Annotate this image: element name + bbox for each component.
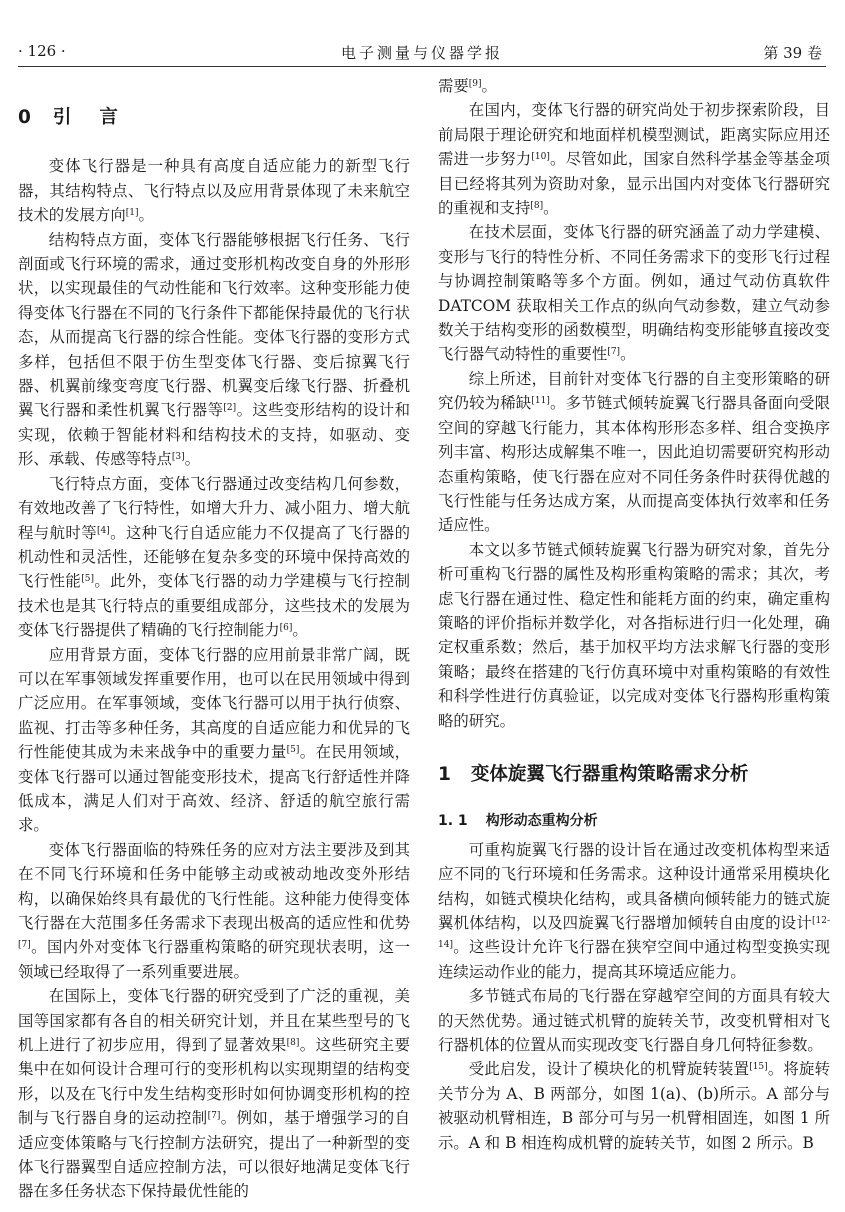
paragraph-text: 综上所述，目前针对变体飞行器的自主变形策略的研究仍较为稀缺 (438, 369, 830, 413)
body-paragraph (438, 220, 830, 366)
paragraph-text: 。这些设计允许飞行器在狭窄空间中通过构型变换实现连续运动作业的能力，提高其环境适应能力。 (438, 938, 830, 981)
paragraph-text: 应用背景方面，变体飞行器的应用前景非常广阔，既可以在军事领域发挥重要作用，也可以在民用领域中得到广泛应用。在军事领域，变体飞行器可以用于执行侦察、监视、打击等多种任务，其高度的自适应能力和优异的飞行性能使其成为未来战争中的重要力量 (18, 645, 410, 762)
citation-ref: [8] (286, 1038, 300, 1049)
paragraph-text: 。这些变形结构的设计和实现，依赖于智能材料和结构技术的支持，如驱动、变形、承载、传感等特点 (18, 401, 410, 469)
citation-ref: [10] (531, 152, 550, 163)
citation-ref: [5] (286, 745, 300, 756)
citation-ref: [2] (223, 403, 237, 414)
paragraph-text: 。将旋转关节分为 A、B 两部分，如图 1(a)、(b)所示。A 部分与被驱动机臂相连，B 部分可与另一机臂相固连，如图 1 所示。A 和 B 相连构成机臂的旋转关节，如图 2 所示。B (438, 1060, 830, 1152)
paragraph-text: 需要 (438, 77, 469, 95)
section-heading-intro (18, 106, 410, 130)
paragraph-text: 。 (543, 199, 559, 218)
citation-ref: [12-14] (438, 916, 830, 951)
section-number: 1 (438, 763, 451, 785)
paragraph-text: 变体飞行器面临的特殊任务的应对方法主要涉及到其在不同飞行环境和任务中能够主动或被动地改变外形结构，以确保始终具有最优的飞行性能。这种能力使得变体飞行器在大范围多任务需求下表现出极高的适应性和优势 (18, 840, 410, 932)
subsection-number: 1. 1 (438, 813, 468, 830)
citation-ref: [6] (279, 623, 293, 634)
left-column (18, 74, 410, 1204)
citation-ref: [1] (125, 208, 139, 219)
page-number: · 126 · (18, 42, 66, 60)
subsection-title: 构形动态重构分析 (485, 813, 598, 830)
body-paragraph (18, 228, 410, 472)
paragraph-text: 。 (481, 77, 497, 95)
paragraph-text: 变体飞行器是一种具有高度自适应能力的新型飞行器，其结构特点、飞行特点以及应用背景体现了未来航空技术的发展方向 (18, 157, 410, 225)
right-column (438, 74, 830, 1155)
section-number: 0 (18, 107, 31, 128)
paragraph-text: 在技术层面，变体飞行器的研究涵盖了动力学建模、变形与飞行的特性分析、不同任务需求下的变形飞行过程与协调控制策略等多个方面。例如，通过气动仿真软件 DATCOM 获取相关工作点的纵向气动参数，建立气动参数关于结构变形的函数模型，明确结构变形能够直接改变飞行器气动特性的重要性 (438, 223, 830, 364)
paragraph-text: 。这种飞行自适应能力不仅提高了飞行器的机动性和灵活性，还能够在复杂多变的环境中保持高效的飞行性能 (18, 523, 410, 591)
body-paragraph (18, 838, 410, 984)
volume-label: 第 39 卷 (763, 44, 822, 62)
body-paragraph (438, 838, 830, 984)
paragraph-text: 在国内，变体飞行器的研究尚处于初步探索阶段，目前局限于理论研究和地面样机模型测试，距离实际应用还需进一步努力 (438, 101, 830, 169)
body-paragraph (18, 643, 410, 838)
page-header (18, 36, 826, 67)
journal-title: 电子测量与仪器学报 (340, 44, 503, 62)
paragraph-text: 在国际上，变体飞行器的研究受到了广泛的重视，美国等国家都有各自的相关研究计划，并且在某些型号的飞机上进行了初步应用，得到了显著效果 (18, 987, 410, 1055)
subsection-heading (438, 809, 830, 833)
body-paragraph (438, 74, 830, 98)
section-title: 变体旋翼飞行器重构策略需求分析 (470, 763, 749, 785)
citation-ref: [15] (749, 1062, 768, 1073)
right-paragraphs-a (438, 74, 830, 733)
body-paragraph (18, 154, 410, 227)
citation-ref: [5] (81, 574, 94, 585)
paragraph-text: 。多节链式倾转旋翼飞行器具备面向受限空间的穿越飞行能力，其本体构形形态多样、组合变换序列丰富、构形达成解集不唯一，因此迫切需要研究构形动态重构策略，使飞行器在应对不同任务条件时获得优越的飞行性能与任务达成方案，从而提高变体执行效率和任务适应性。 (438, 394, 830, 535)
body-paragraph (438, 98, 830, 220)
body-paragraph (18, 984, 410, 1204)
paragraph-text: 本文以多节链式倾转旋翼飞行器为研究对象，首先分析可重构飞行器的属性及构形重构策略的需求；其次，考虑飞行器在通过性、稳定性和能耗方面的约束，确定重构策略的评价指标并数学化，对各指标进行归一化处理，确定权重系数；然后，基于加权平均方法求解飞行器的变形策略；最终在搭建的飞行仿真环境中对重构策略的有效性和科学性进行仿真验证，以完成对变体飞行器构形重构策略的研究。 (438, 540, 830, 730)
citation-ref: [4] (97, 525, 110, 536)
paragraph-text: 。例如，基于增强学习的自适应变体策略与飞行控制方法研究，提出了一种新型的变体飞行器翼型自适应控制方法，可以很好地满足变体飞行器在多任务状态下保持最优性能的 (18, 1109, 410, 1201)
body-paragraph (438, 367, 830, 538)
paragraph-text: 。 (620, 345, 636, 364)
body-paragraph (18, 472, 410, 643)
paragraph-text: 飞行特点方面，变体飞行器通过改变结构几何参数，有效地改善了飞行特性，如增大升力、减小阻力、增大航程与航时等 (18, 474, 410, 542)
paragraph-text: 受此启发，设计了模块化的机臂旋转装置 (468, 1060, 750, 1079)
body-paragraph (438, 1057, 830, 1155)
body-paragraph (438, 984, 830, 1057)
citation-ref: [7] (607, 347, 621, 358)
paragraph-text: 结构特点方面，变体飞行器能够根据飞行任务、飞行剖面或飞行环境的需求，通过变形机构改变自身的外形形状，以实现最佳的气动性能和飞行效率。这种变形能力使得变体飞行器在不同的飞行条件下都能保持最优的飞行状态，从而提高飞行器的综合性能。变体飞行器的变形方式多样，包括但不限于仿生型变体飞行器、变后掠翼飞行器、机翼前缘变弯度飞行器、机翼变后缘飞行器、折叠机翼飞行器和柔性机翼飞行器等 (18, 230, 410, 420)
right-paragraphs-b (438, 838, 830, 1155)
paragraph-text: 。此外，变体飞行器的动力学建模与飞行控制技术也是其飞行特点的重要组成部分，这些技术的发展为变体飞行器提供了精确的飞行控制能力 (18, 572, 410, 640)
citation-ref: [9] (468, 79, 482, 89)
paragraph-text: 多节链式布局的飞行器在穿越窄空间的方面具有较大的天然优势。通过链式机臂的旋转关节，改变机臂相对飞行器机体的位置从而实现改变飞行器自身几何特征参数。 (438, 987, 830, 1055)
paragraph-text: 。这些研究主要集中在如何设计合理可行的变形机构以实现期望的结构变形，以及在飞行中发生结构变形时如何协调变形机构的控制与飞行器自身的运动控制 (18, 1036, 410, 1128)
citation-ref: [7] (207, 1111, 221, 1122)
paragraph-text: 。在民用领域，变体飞行器可以通过智能变形技术，提高飞行舒适性并降低成本，满足人们对于高效、经济、舒适的航空旅行需求。 (18, 743, 410, 835)
paragraph-text: 。尽管如此，国家自然科学基金等基金项目已经将其列为资助对象，显示出国内对变体飞行器研究的重视和支持 (438, 150, 830, 218)
paragraph-text: 可重构旋翼飞行器的设计旨在通过改变机体构型来适应不同的飞行环境和任务需求。这种设计通常采用模块化结构，如链式模块化结构，或具备横向倾转能力的链式旋翼机体结构，以及四旋翼飞行器增加倾转自由度的设计 (438, 840, 830, 932)
citation-ref: [7] (18, 940, 31, 951)
paragraph-text: 。 (184, 450, 201, 469)
body-paragraph (438, 538, 830, 733)
citation-ref: [3] (171, 452, 185, 463)
section-title: 引言 (52, 107, 146, 128)
left-paragraphs (18, 154, 410, 1203)
section-heading-1 (438, 763, 830, 787)
citation-ref: [11] (531, 396, 550, 407)
paragraph-text: 。 (138, 206, 154, 225)
paragraph-text: 。 (292, 621, 308, 640)
citation-ref: [8] (530, 201, 544, 212)
paragraph-text: 。国内外对变体飞行器重构策略的研究现状表明，这一领域已经取得了一系列重要进展。 (18, 938, 410, 981)
